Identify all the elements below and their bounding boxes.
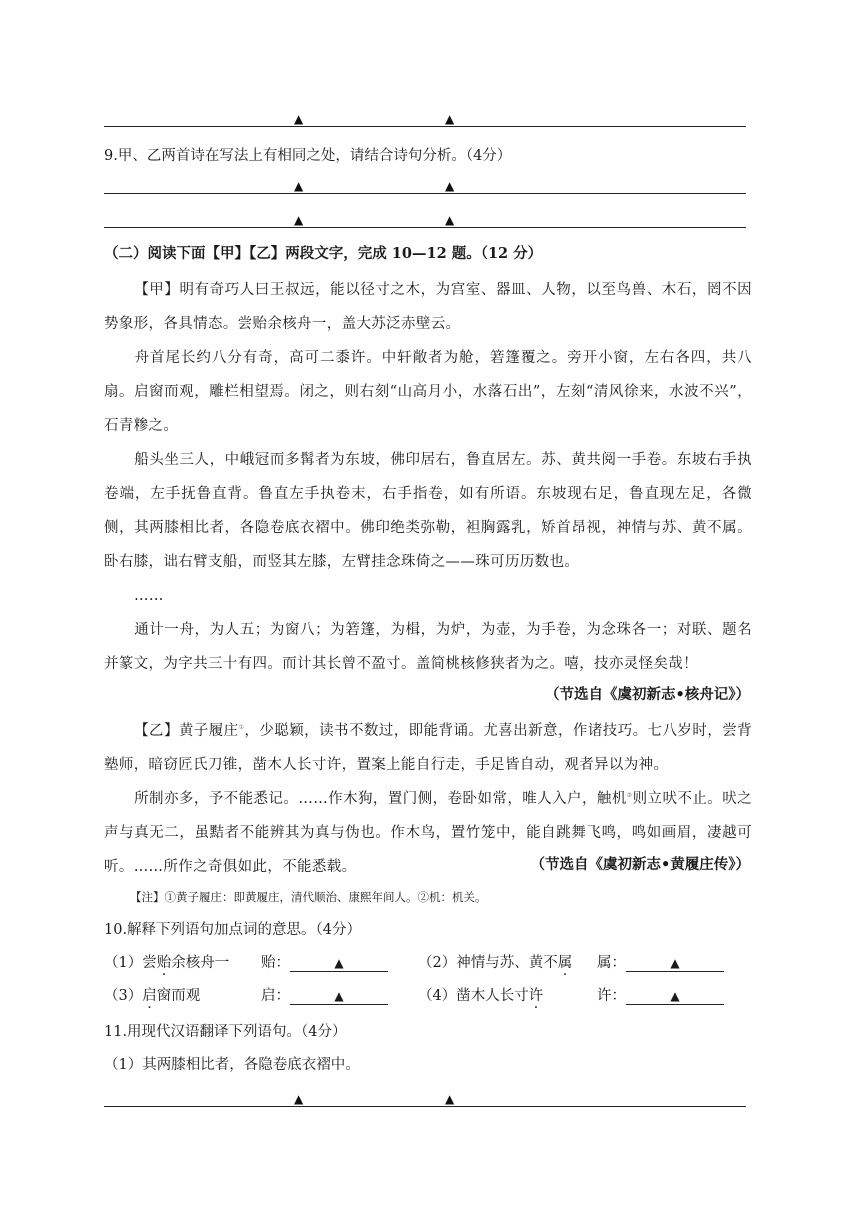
passage-jia-p2: 舟首尾长约八分有奇，高可二黍许。中轩敞者为舱，箬篷覆之。旁开小窗，左右各四，共八扇。启窗而观，雕栏相望焉。闭之，则右刻“山高月小，水落石出”，左刻“清风徐来，水波不兴”，石青糁之。 [104, 350, 752, 434]
q10-item-2: （2）神情与苏、黄不属 [418, 955, 573, 971]
q10-item-4: （4）凿木人长寸许 [418, 988, 544, 1004]
answer-mark: ▲ [445, 112, 455, 126]
q10-answer-2: 属： ▲ [597, 953, 724, 973]
question-11-item-1: （1）其两膝相比者，各隐卷底衣褶中。 [104, 1057, 360, 1073]
footnote-marker: ② [626, 792, 633, 799]
answer-mark: ▲ [445, 1092, 455, 1106]
answer-mark: ▲ [294, 112, 304, 126]
q10-answer-1: 贻： ▲ [261, 953, 388, 973]
question-11-title: 11.用现代汉语翻译下列语句。（4分） [104, 1024, 347, 1040]
footnote-marker: ① [238, 724, 245, 731]
answer-mark: ▲ [445, 213, 455, 227]
q10-item-1: （1）尝贻余核舟一 [104, 955, 230, 971]
answer-blank[interactable]: ▲ [290, 956, 388, 972]
answer-mark: ▲ [294, 1092, 304, 1106]
passage-yi-source: （节选自《虞初新志•黄履庄传》） [530, 856, 750, 873]
section-heading: （二）阅读下面【甲】【乙】两段文字，完成 10—12 题。（12 分） [104, 245, 543, 262]
answer-mark: ▲ [294, 213, 304, 227]
passage-jia-p4: 通计一舟，为人五；为窗八；为箬篷，为楫，为炉，为壶，为手卷，为念珠各一；对联、题名并篆文，为字共三十有四。而计其长曾不盈寸。盖简桃核修狭者为之。嘻，技亦灵怪矣哉！ [104, 622, 752, 672]
passage-yi-p2: 所制亦多，予不能悉记。……作木狗，置门侧，卷卧如常，唯人入户，触机②则立吠不止。吠之声与真无二，虽黠者不能辨其为真与伪也。作木鸟，置竹笼中，能自跳舞飞鸣，鸣如画眉，凄越可听。……所作之奇俱如此，不能悉载。 [104, 790, 752, 875]
q10-answer-3: 启： ▲ [261, 986, 388, 1006]
q10-item-3: （3）启窗而观 [104, 988, 201, 1004]
q10-answer-4: 许： ▲ [597, 986, 724, 1006]
question-9: 9.甲、乙两首诗在写法上有相同之处，请结合诗句分析。（4分） [104, 148, 512, 164]
answer-line[interactable] [104, 1106, 746, 1107]
passage-jia-ellipsis: …… [134, 588, 164, 604]
answer-blank[interactable]: ▲ [626, 956, 724, 972]
answer-line[interactable] [104, 126, 746, 127]
passage-jia-source: （节选自《虞初新志•核舟记》） [544, 686, 750, 703]
answer-mark: ▲ [294, 179, 304, 193]
answer-line[interactable] [104, 227, 746, 228]
question-10-title: 10.解释下列语句加点词的意思。（4分） [104, 922, 362, 938]
answer-blank[interactable]: ▲ [626, 989, 724, 1005]
answer-mark: ▲ [445, 179, 455, 193]
passage-jia-p3: 船头坐三人，中峨冠而多髯者为东坡，佛印居右，鲁直居左。苏、黄共阅一手卷。东坡右手执卷端，左手抚鲁直背。鲁直左手执卷末，右手指卷，如有所语。东坡现右足，鲁直现左足，各微侧，其两膝相比者，各隐卷底衣褶中。佛印绝类弥勒，袒胸露乳，矫首昂视，神情与苏、黄不属。卧右膝，诎右臂支船，而竖其左膝，左臂挂念珠倚之——珠可历历数也。 [104, 452, 752, 570]
answer-blank[interactable]: ▲ [290, 989, 388, 1005]
passage-yi-p1: 【乙】黄子履庄①，少聪颖，读书不数过，即能背诵。尤喜出新意，作诸技巧。七八岁时，尝背塾师，暗窃匠氏刀锥，凿木人长寸许，置案上能自行走，手足皆自动，观者异以为神。 [104, 722, 752, 773]
footnote: 【注】①黄子履庄：即黄履庄，清代顺治、康熙年间人。②机：机关。 [130, 890, 487, 904]
answer-line[interactable] [104, 193, 746, 194]
passage-jia-p1: 【甲】明有奇巧人曰王叔远，能以径寸之木，为宫室、器皿、人物，以至鸟兽、木石，罔不因势象形，各具情态。尝贻余核舟一，盖大苏泛赤壁云。 [104, 282, 752, 332]
